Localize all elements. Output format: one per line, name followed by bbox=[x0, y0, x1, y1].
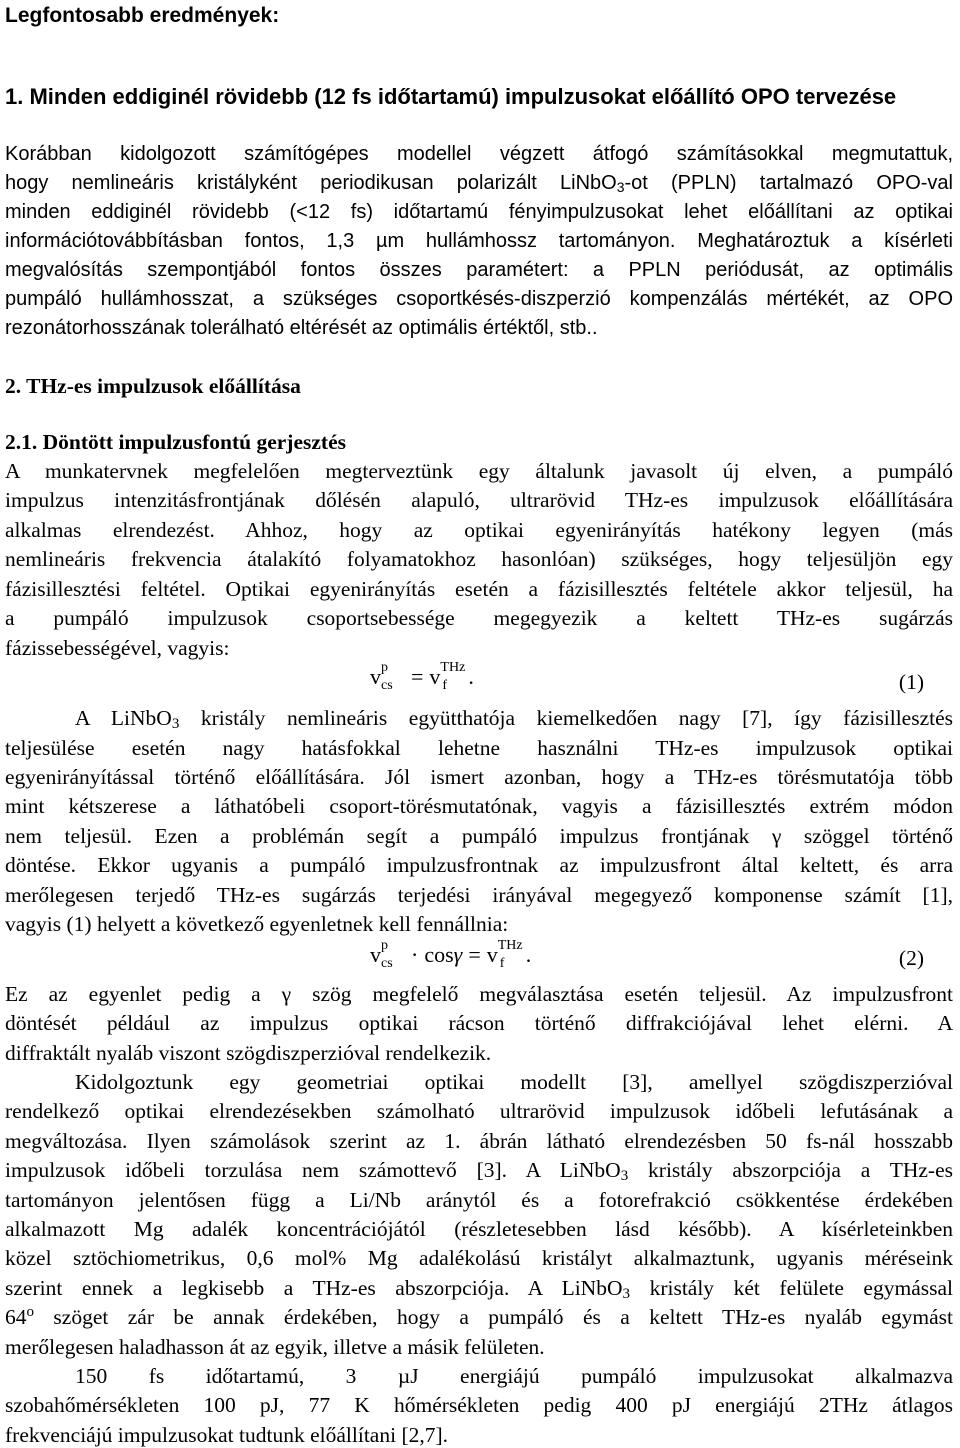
paragraph-line: alkalmas elrendezést. Ahhoz, hogy az optikai egyenirányítás hatékony legyen (más bbox=[5, 518, 953, 542]
paragraph-line: Ez az egyenlet pedig a γ szög megfelelő megválasztása esetén teljesül. Az impulzusfront bbox=[5, 982, 953, 1006]
paragraph-line: fázisillesztési feltétel. Optikai egyenirányítás esetén a fázisillesztés feltétele akkor teljesül, ha bbox=[5, 577, 953, 601]
eq-subscript: f bbox=[442, 678, 448, 693]
paragraph-line: teljesülése esetén nagy hatásfokkal lehetne használni THz-es impulzusok optikai bbox=[5, 736, 953, 760]
text-run: -ot (PPLN) tartalmazó OPO-val bbox=[624, 172, 953, 194]
paragraph-line: tartományon jelentősen függ a Li/Nb aránytól és a fotorefrakció csökkentése érdekében bbox=[5, 1188, 953, 1212]
paragraph-line: megváltozása. Ilyen számolások szerint az 1. ábrán látható elrendezésben 50 fs-nál hosszabb bbox=[5, 1129, 953, 1153]
paragraph-line: fázissebességével, vagyis: bbox=[5, 636, 230, 660]
paragraph-line: rendelkező optikai elrendezésekben számolható ultrarövid impulzusok időbeli lefutásának a bbox=[5, 1099, 953, 1123]
eq-subscript: cs bbox=[381, 956, 393, 971]
paragraph-line: nem teljesül. Ezen a problémán segít a pumpáló impulzus frontjának γ szöggel történő bbox=[5, 824, 953, 848]
eq-superscript: THz bbox=[497, 938, 523, 953]
text-run: kristály nemlineáris együtthatója kiemelkedően nagy [7], így fázisillesztés bbox=[179, 706, 953, 730]
paragraph-line bbox=[5, 706, 953, 731]
paragraph-line: minden eddiginél rövidebb (<12 fs) időtartamú fényimpulzusokat lehet előállítani az optikai bbox=[5, 201, 953, 223]
superscript: o bbox=[26, 1305, 35, 1320]
eq-period: . bbox=[468, 664, 474, 689]
eq-symbol: v bbox=[486, 942, 498, 967]
subscript: 3 bbox=[616, 179, 625, 195]
paragraph-line: egyenirányítással történő előállítására. Jól ismert azonban, hogy a THz-es törésmutatója több bbox=[5, 765, 953, 789]
eq-superscript: p bbox=[381, 660, 388, 675]
eq-superscript: p bbox=[381, 938, 388, 953]
paragraph-line: frekvenciájú impulzusokat tudtunk előállítani [2,7]. bbox=[5, 1423, 449, 1447]
text-run: kristály két felülete egymással bbox=[630, 1276, 953, 1300]
paragraph-line: A munkatervnek megfelelően megterveztünk egy általunk javasolt új elven, a pumpáló bbox=[5, 459, 953, 483]
eq-operator: = bbox=[468, 942, 481, 967]
text-run: hogy nemlineáris kristályként periodikusan polarizált LiNbO bbox=[5, 172, 617, 194]
paragraph-line: döntését például az impulzus optikai rácson történő diffrakciójával lehet elérni. A bbox=[5, 1011, 953, 1035]
paragraph-line: döntése. Ekkor ugyanis a pumpáló impulzusfrontnak az impulzusfront által keltett, és arra bbox=[5, 853, 953, 877]
paragraph-line: impulzus intenzitásfrontjának dőlésén alapuló, ultrarövid THz-es impulzusok előállítására bbox=[5, 488, 953, 512]
paragraph-line: rezonátorhosszának tolerálható eltérését az optimális értéktől, stb.. bbox=[5, 317, 598, 339]
subscript: 3 bbox=[622, 1286, 631, 1301]
text-run: szöget zár be annak érdekében, hogy a pumpáló és a keltett THz-es nyaláb egymást bbox=[34, 1305, 953, 1329]
text-run: 64 bbox=[5, 1305, 27, 1329]
text-run: szerint ennek a legkisebb a THz-es abszorpciója. A LiNbO bbox=[5, 1276, 623, 1300]
paragraph-line: pumpáló hullámhosszat, a szükséges csoportkésés-diszperzió kompenzálás mértékét, az OPO bbox=[5, 288, 953, 310]
paragraph-line: diffraktált nyaláb viszont szögdiszperzióval rendelkezik. bbox=[5, 1041, 492, 1065]
text-run: kristály abszorpciója a THz-es bbox=[628, 1158, 953, 1182]
paragraph-line: közel sztöchiometrikus, 0,6 mol% Mg adalékolású kristályt alkalmaztunk, ugyanis méréseink bbox=[5, 1246, 953, 1270]
paragraph-line: megvalósítás szempontjából fontos összes paramétert: a PPLN periódusát, az optimális bbox=[5, 259, 953, 281]
paragraph-line: mint kétszerese a láthatóbeli csoport-törésmutatónak, vagyis a fázisillesztés extrém módon bbox=[5, 794, 953, 818]
paragraph-line bbox=[5, 1305, 953, 1330]
eq-subscript: cs bbox=[381, 678, 393, 693]
paragraph-line: információtovábbításban fontos, 1,3 µm hullámhossz tartományon. Meghatároztuk a kísérleti bbox=[5, 230, 953, 252]
page-title: Legfontosabb eredmények: bbox=[5, 4, 280, 27]
eq-subscript: f bbox=[499, 956, 505, 971]
equation-number: (1) bbox=[898, 670, 924, 694]
paragraph-line bbox=[5, 1276, 953, 1301]
paragraph-line bbox=[5, 172, 953, 195]
eq-symbol: v bbox=[429, 664, 441, 689]
text-run: impulzusok időbeli torzulása nem számottevő [3]. A LiNbO bbox=[5, 1158, 621, 1182]
section-heading: 2. THz-es impulzusok előállítása bbox=[5, 374, 301, 398]
paragraph-line bbox=[5, 1158, 953, 1183]
eq-operator: = bbox=[411, 664, 424, 689]
text-run: A LiNbO bbox=[75, 706, 172, 730]
eq-operator: · bbox=[411, 942, 419, 967]
paragraph-line: merőlegesen haladhasson át az egyik, illetve a másik felületen. bbox=[5, 1335, 545, 1359]
subscript: 3 bbox=[171, 716, 180, 731]
section-heading: 1. Minden eddiginél rövidebb (12 fs időtartamú) impulzusokat előállító OPO tervezése bbox=[5, 84, 897, 109]
paragraph-line: Korábban kidolgozott számítógépes modellel végzett átfogó számításokkal megmutattuk, bbox=[5, 143, 953, 165]
paragraph-line: alkalmazott Mg adalék koncentrációjától (részletesebben lásd később). A kísérleteinkben bbox=[5, 1217, 953, 1241]
eq-period: . bbox=[525, 942, 532, 967]
equation-number: (2) bbox=[898, 946, 924, 970]
subscript: 3 bbox=[620, 1168, 629, 1183]
paragraph-line: Kidolgoztunk egy geometriai optikai modellt [3], amellyel szögdiszperzióval bbox=[75, 1070, 953, 1094]
paragraph-line: nemlineáris frekvencia átalakító folyamatokhoz hasonlóan) szükséges, hogy teljesüljön egy bbox=[5, 547, 953, 571]
eq-function: cos bbox=[424, 942, 454, 967]
equation-1 bbox=[370, 660, 474, 693]
eq-symbol: γ bbox=[453, 942, 463, 967]
subsection-heading: 2.1. Döntött impulzusfontú gerjesztés bbox=[5, 430, 346, 454]
eq-symbol: v bbox=[370, 942, 381, 967]
paragraph-line: a pumpáló impulzusok csoportsebessége megegyezik a keltett THz-es sugárzás bbox=[5, 606, 953, 630]
equation-2 bbox=[370, 938, 532, 971]
eq-superscript: THz bbox=[440, 660, 466, 675]
paragraph-line: vagyis (1) helyett a következő egyenletnek kell fennállnia: bbox=[5, 912, 509, 936]
paragraph-line: merőlegesen terjedő THz-es sugárzás terjedési irányával megegyező komponense számít [1], bbox=[5, 883, 953, 907]
paragraph-line: 150 fs időtartamú, 3 µJ energiájú pumpáló impulzusokat alkalmazva bbox=[75, 1364, 953, 1388]
paragraph-line: szobahőmérsékleten 100 pJ, 77 K hőmérsékleten pedig 400 pJ energiájú 2THz átlagos bbox=[5, 1393, 953, 1417]
eq-symbol: v bbox=[370, 664, 381, 689]
